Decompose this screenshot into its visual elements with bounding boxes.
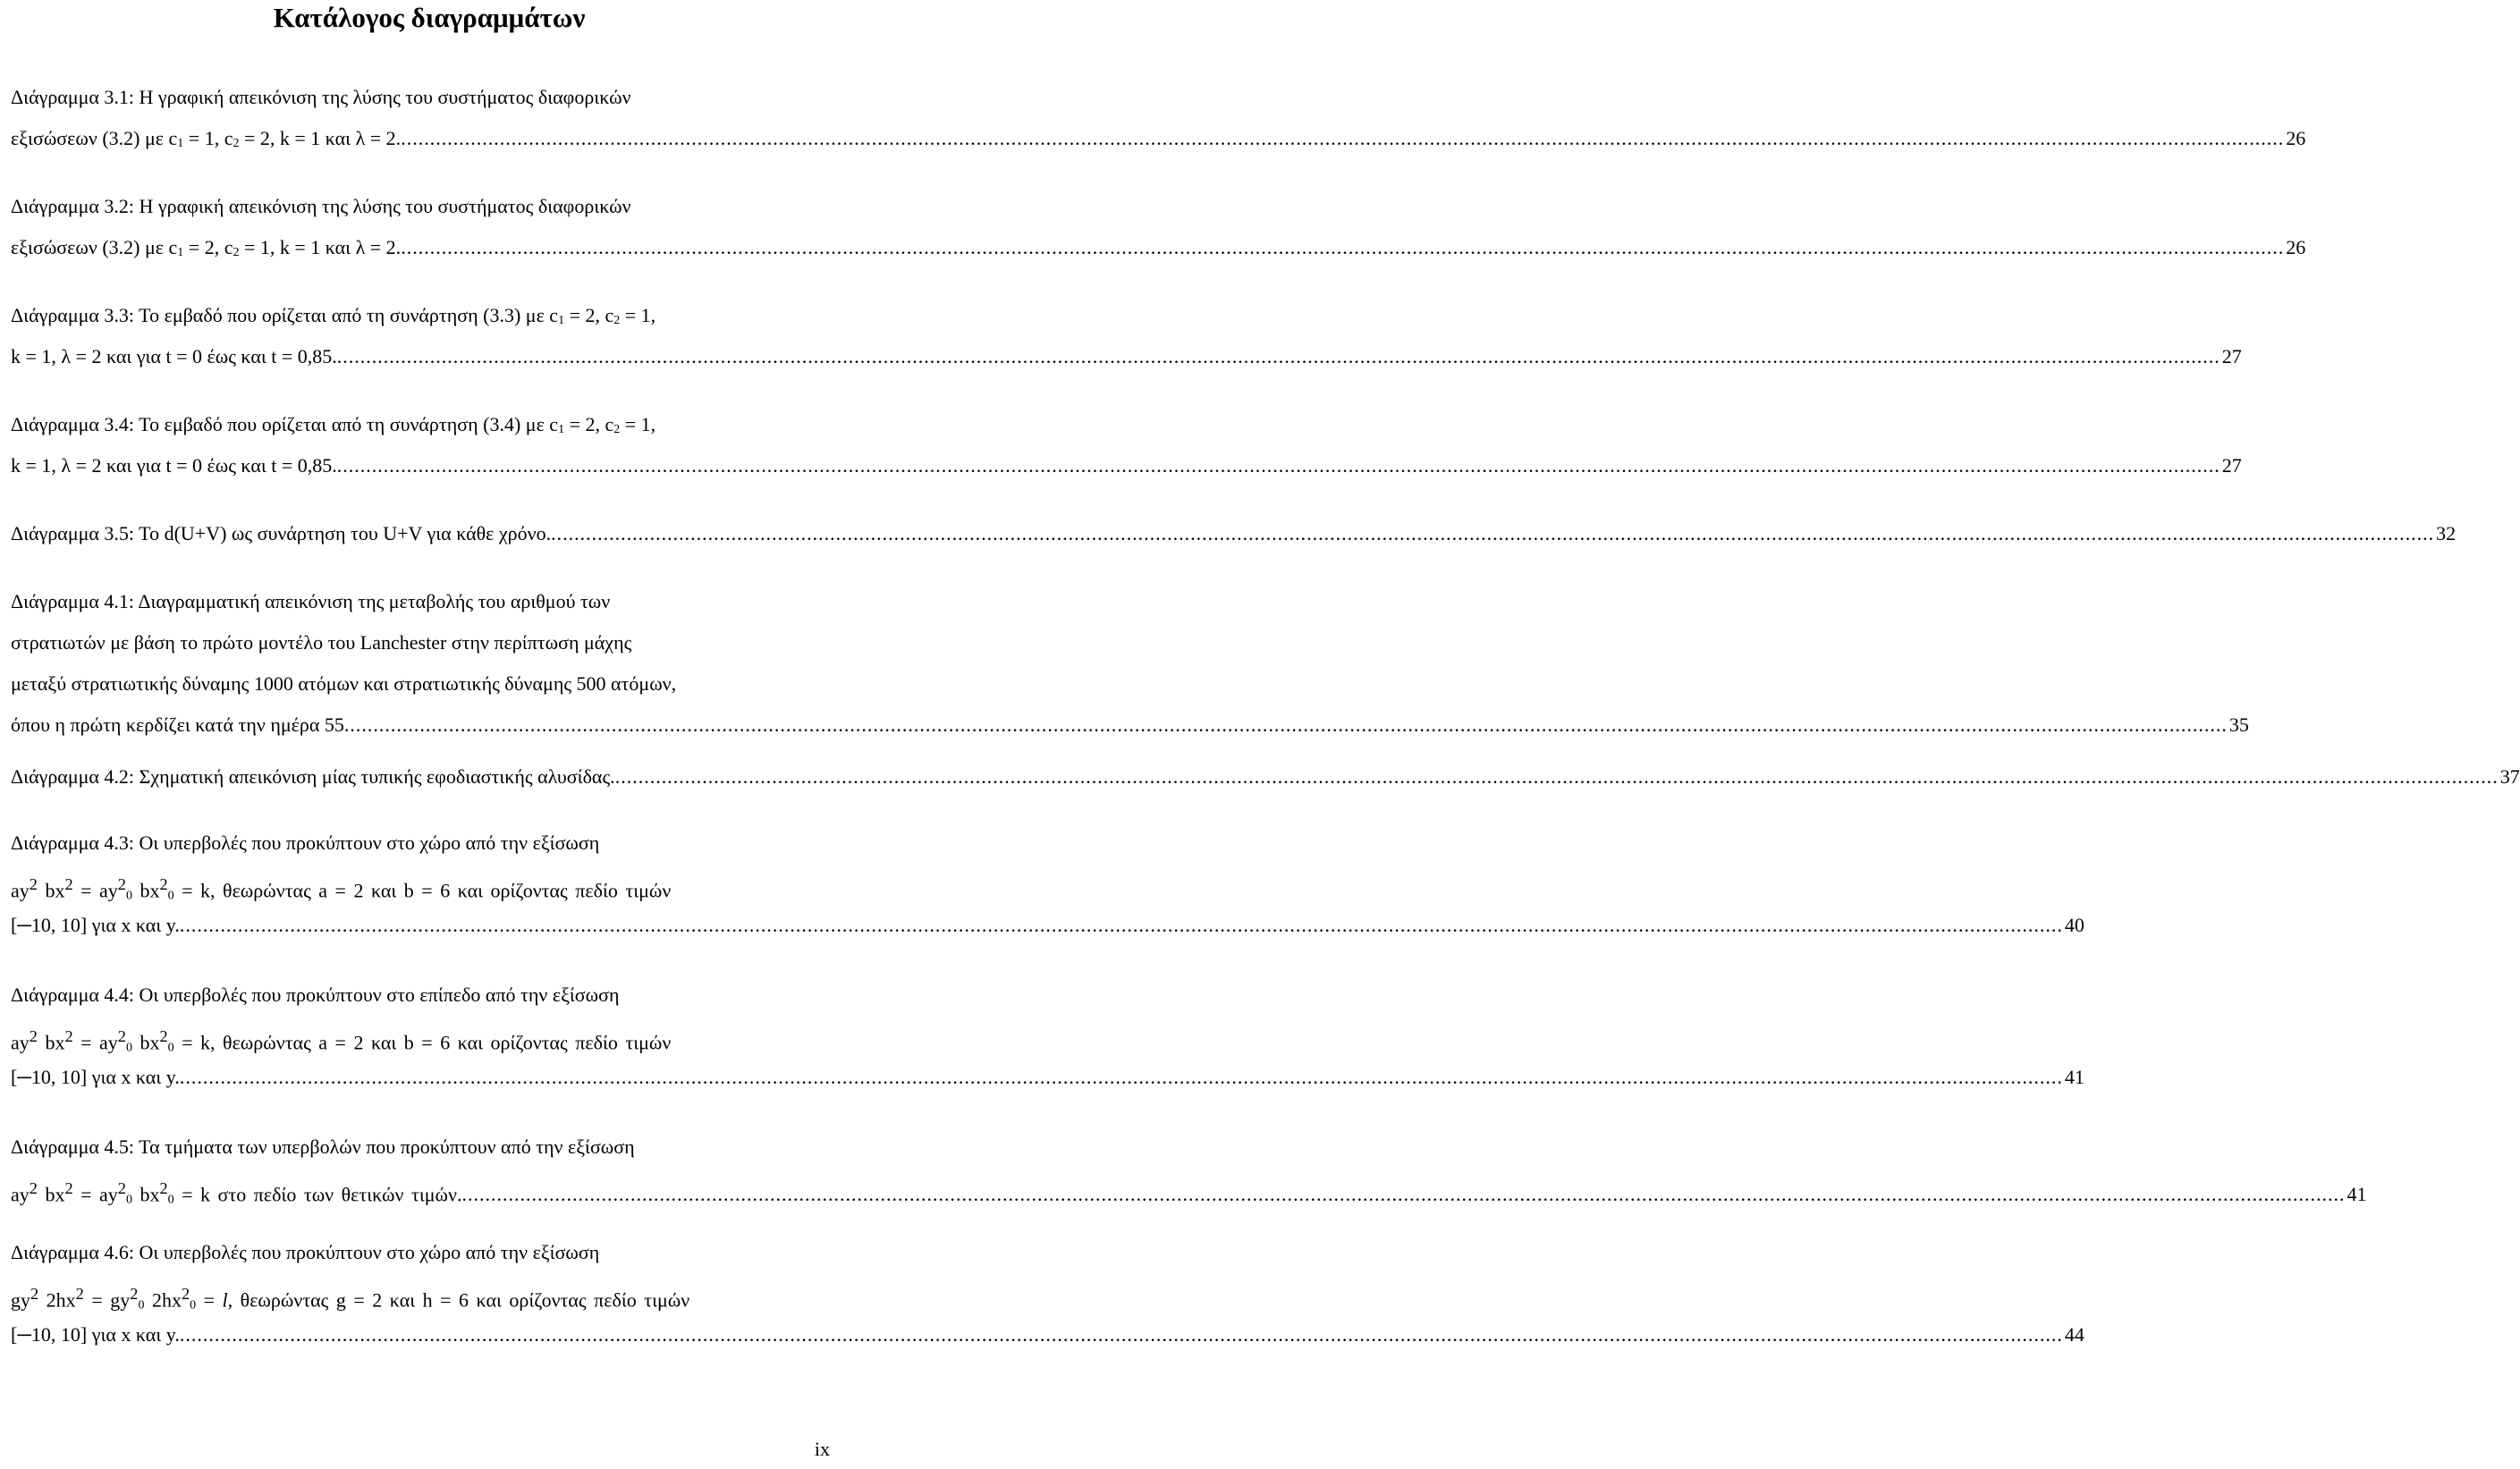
superscript: 2 (29, 1179, 38, 1197)
toc-entry-4-1[interactable] (11, 587, 2249, 751)
subscript: 2 (233, 137, 240, 150)
text-part: = 2, c (183, 236, 233, 258)
text-part: εξισώσεων (3.2) με c (11, 236, 178, 258)
eq-part: gy (11, 1288, 30, 1312)
superscript: 2 (30, 1285, 39, 1303)
eq-part: bx (37, 1031, 65, 1054)
eq-part: bx (131, 1031, 160, 1054)
eq-part: bx (37, 879, 65, 902)
entry-line: Διάγραμμα 4.4: Οι υπερβολές που προκύπτουν στο επίπεδο από την εξίσωση (11, 984, 620, 1006)
page-ref: 37 (2499, 765, 2520, 788)
subscript: 0 (125, 1041, 132, 1055)
superscript: 2 (64, 1027, 73, 1045)
subscript: 0 (190, 1298, 197, 1313)
toc-entry-4-3[interactable] (11, 828, 2084, 951)
entry-line: μεταξύ στρατιωτικής δύναμης 1000 ατόμων και στρατιωτικής δύναμης 500 ατόμων, (11, 672, 677, 695)
subscript: 0 (138, 1298, 145, 1313)
superscript: 2 (29, 875, 38, 893)
page-ref: 26 (2286, 127, 2306, 149)
text-part: = 2, c (564, 304, 614, 326)
dot-leader (401, 123, 2284, 154)
eq-part: = ay (72, 1183, 118, 1206)
subscript: 0 (167, 1193, 174, 1207)
equation-line (11, 1279, 832, 1320)
text-part: = 1, (620, 304, 656, 326)
superscript: 2 (64, 875, 73, 893)
entry-line: Διάγραμμα 4.6: Οι υπερβολές που προκύπτουν στο χώρο από την εξίσωση (11, 1241, 600, 1263)
entry-text (11, 232, 401, 268)
dot-leader (461, 1179, 2345, 1210)
text-part: = 2, c (564, 413, 614, 435)
text-part: = 1, (620, 413, 656, 435)
superscript: 2 (181, 1285, 190, 1303)
superscript: 2 (117, 1027, 126, 1045)
text-part: = 1, k = 1 και λ = 2. (239, 236, 402, 258)
entry-text (11, 1173, 461, 1215)
page-ref: 40 (2064, 914, 2084, 936)
eq-part: = gy (83, 1288, 131, 1312)
page-ref: 27 (2221, 454, 2242, 477)
dot-leader (180, 1320, 2063, 1350)
entry-line: Διάγραμμα 3.1: Η γραφική απεικόνιση της λύσης του συστήματος διαφορικών (11, 86, 631, 108)
subscript: 1 (558, 314, 565, 327)
superscript: 2 (130, 1285, 139, 1303)
page-ref: 26 (2286, 236, 2306, 258)
superscript: 2 (159, 1027, 168, 1045)
entry-text: k = 1, λ = 2 και για t = 0 έως και t = 0,85. (11, 345, 337, 367)
page-ref: 41 (2347, 1183, 2367, 1206)
page-ref: 27 (2221, 345, 2242, 367)
entry-line (11, 762, 2520, 803)
eq-part: = ay (72, 879, 118, 902)
text-part: Διάγραμμα 3.3: Το εμβαδό που ορίζεται από τη συνάρτηση (3.3) με c (11, 304, 559, 326)
toc-entry-3-1[interactable] (11, 82, 2306, 165)
entry-text: k = 1, λ = 2 και για t = 0 έως και t = 0,85. (11, 454, 337, 477)
eq-part: = (196, 1288, 223, 1312)
toc-entry-4-2[interactable] (11, 762, 2520, 803)
entry-line: Διάγραμμα 3.2: Η γραφική απεικόνιση της λύσης του συστήματος διαφορικών (11, 195, 631, 217)
superscript: 2 (159, 1179, 168, 1197)
text-part: = 1, c (183, 127, 233, 149)
subscript: 1 (558, 423, 565, 436)
toc-entry-3-2[interactable] (11, 191, 2306, 274)
eq-part: = k, θεωρώντας a = 2 και b = 6 και ορίζοντας πεδίο τιμών (173, 1031, 672, 1054)
toc-entry-3-5[interactable] (11, 519, 2457, 560)
entry-text (11, 123, 401, 159)
eq-part: 2hx (144, 1288, 182, 1312)
superscript: 2 (64, 1179, 73, 1197)
entry-text: [─10, 10] για x και y. (11, 1323, 180, 1346)
text-part: Διάγραμμα 3.4: Το εμβαδό που ορίζεται από τη συνάρτηση (3.4) με c (11, 413, 559, 435)
superscript: 2 (159, 875, 168, 893)
eq-part: bx (131, 879, 160, 902)
equation-line (11, 869, 832, 910)
eq-part: ay (11, 1031, 30, 1054)
entry-line (11, 910, 2084, 951)
eq-part: ay (11, 879, 30, 902)
dot-leader (180, 910, 2063, 941)
text-part: = 2, k = 1 και λ = 2. (239, 127, 402, 149)
eq-part: = k στο πεδίο των θετικών τιμών. (173, 1183, 462, 1206)
page-title: Κατάλογος διαγραμμάτων (273, 2, 586, 33)
eq-part: ay (11, 1183, 30, 1206)
superscript: 2 (117, 875, 126, 893)
eq-part: bx (37, 1183, 65, 1206)
entry-line: Διάγραμμα 4.3: Οι υπερβολές που προκύπτουν στο χώρο από την εξίσωση (11, 832, 600, 854)
subscript: 0 (167, 1041, 174, 1055)
entry-text: [─10, 10] για x και y. (11, 914, 180, 936)
page-number: ix (814, 1438, 830, 1460)
dot-leader (615, 762, 2499, 792)
subscript: 2 (233, 246, 240, 259)
subscript: 2 (613, 423, 621, 436)
eq-part: θεωρώντας g = 2 και h = 6 και ορίζοντας πεδίο τιμών (233, 1288, 690, 1312)
toc-entry-4-5[interactable] (11, 1132, 2367, 1214)
toc-entry-3-4[interactable] (11, 409, 2242, 492)
entry-line: Διάγραμμα 4.1: Διαγραμματική απεικόνιση της μεταβολής του αριθμού των (11, 590, 611, 612)
equation-line (11, 1021, 832, 1062)
entry-line (11, 342, 2242, 383)
entry-line (11, 1062, 2084, 1103)
entry-text: όπου η πρώτη κερδίζει κατά την ημέρα 55 (11, 713, 344, 736)
dot-leader (344, 710, 2228, 740)
entry-line: στρατιωτών με βάση το πρώτο μοντέλο του Lanchester στην περίπτωση μάχης (11, 631, 632, 654)
subscript: 2 (613, 314, 621, 327)
entry-line: Διάγραμμα 4.5: Τα τμήματα των υπερβολών που προκύπτουν από την εξίσωση (11, 1136, 635, 1158)
superscript: 2 (117, 1179, 126, 1197)
toc-entry-3-3[interactable] (11, 300, 2242, 383)
dot-leader (551, 519, 2434, 549)
entry-line (11, 519, 2457, 560)
page-ref: 32 (2436, 522, 2457, 545)
entry-text: Διάγραμμα 3.5: Το d(U+V) ως συνάρτηση του U+V για κάθε χρόνο. (11, 522, 552, 545)
page-ref: 44 (2064, 1323, 2084, 1346)
entry-text: [─10, 10] για x και y. (11, 1066, 180, 1088)
page-ref: 41 (2064, 1066, 2084, 1088)
toc-entry-4-4[interactable] (11, 980, 2084, 1103)
equation-line (11, 1173, 2367, 1214)
subscript: 1 (177, 246, 184, 259)
eq-part: = ay (72, 1031, 118, 1054)
entry-line (11, 1320, 2084, 1361)
toc-entry-4-6[interactable] (11, 1237, 2084, 1361)
superscript: 2 (75, 1285, 84, 1303)
dot-leader (337, 451, 2220, 481)
eq-part: 2hx (38, 1288, 76, 1312)
entry-line (11, 451, 2242, 492)
dot-leader (180, 1062, 2063, 1093)
page-ref: 35 (2228, 713, 2249, 736)
entry-line (11, 123, 2306, 165)
subscript: 1 (177, 137, 184, 150)
text-part: εξισώσεων (3.2) με c (11, 127, 178, 149)
dot-leader (337, 342, 2220, 372)
eq-part: = k, θεωρώντας a = 2 και b = 6 και ορίζοντας πεδίο τιμών (173, 879, 672, 902)
eq-part: bx (131, 1183, 160, 1206)
dot-leader (401, 232, 2284, 263)
eq-variable: l, (222, 1288, 233, 1312)
entry-line (11, 300, 832, 342)
entry-line (11, 232, 2306, 274)
entry-line (11, 710, 2249, 751)
subscript: 0 (125, 889, 132, 903)
entry-text: Διάγραμμα 4.2: Σχηματική απεικόνιση μίας τυπικής εφοδιαστικής αλυσίδας. (11, 765, 615, 788)
superscript: 2 (29, 1027, 38, 1045)
entry-line (11, 409, 832, 451)
subscript: 0 (125, 1193, 132, 1207)
subscript: 0 (167, 889, 174, 903)
